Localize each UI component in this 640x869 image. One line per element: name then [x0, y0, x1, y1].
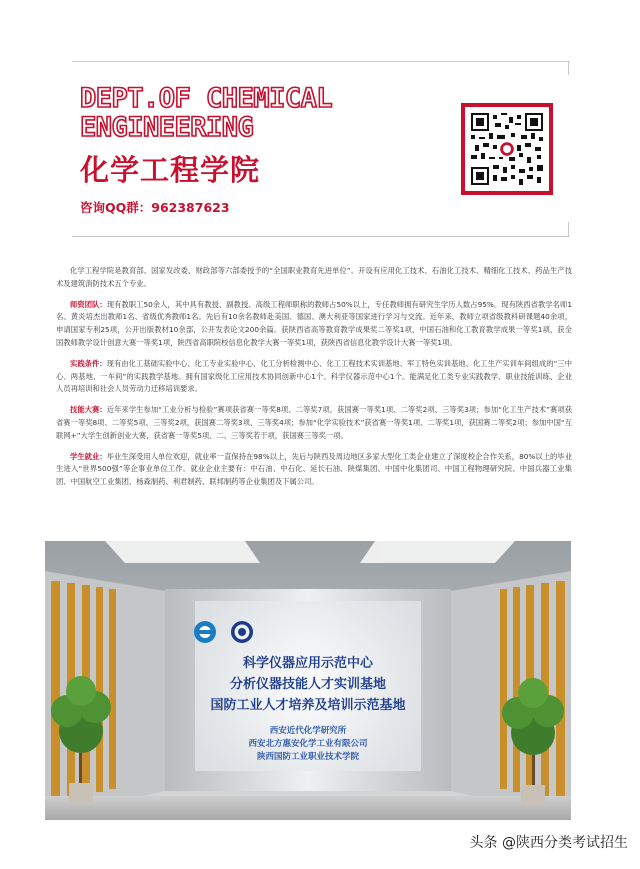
- section-faculty: [56, 299, 572, 350]
- body-text: [56, 265, 572, 497]
- section-text: 现有教职工50余人，其中具有教授、副教授、高级工程师职称的教师占50%以上，专任教师拥有研究生学历人数占95%。现有陕西省教学名师1名、黄炎培杰出教师1名、省级优秀教师1名。先后有10余名教师赴美国、德国、澳大利亚等国家进行学习与交流。近年来，教师立项省级教科研课题40余项，申请国家专利25项，公开出版教材10余部，公开发表论文200余篇。获陕西省高等教育教学成果奖二等奖1项，中国石油和化工教育教学成果一等奖1项，获全国教师教学设计创意大赛一等奖1项，陕西省高职院校信息化教学大赛一等奖1项，获陕西省信息化教学设计大赛一等奖1项。: [56, 299, 572, 347]
- section-text: 近年来学生参加“工业分析与检验”赛项获省赛一等奖8项、二等奖7项，获国赛一等奖1项、二等奖2项、三等奖3项；参加“化工生产技术”赛项获省赛一等奖8项、二等奖5项、三等奖2项，获国赛二等奖3项、三等奖4项；参加“化学实验技术”获省赛一等奖1项、二等奖1项，获国赛二等奖2项；参加中国“互联网+”大学生创新创业大赛，获省赛一等奖5项、二、三等奖若干项，获国赛三等奖一项。: [56, 405, 572, 440]
- plaque-line-3: 陕西国防工业职业技术学院: [256, 752, 359, 762]
- section-text: 毕业生深受用人单位欢迎，就业率一直保持在98%以上，先后与陕西及周边地区多家大型化工类企业建立了深度校企合作关系，80%以上的毕业生进入“世界500强”等企事业单位工作。就业企业主要有：中石油、中石化、延长石油、陕煤集团、中国中化集团司、中国工程物理研究院、中国兵器工业集团、中国航空工业集团、杨森制药、利君制药、联邦制药等企业集团及下属公司。: [56, 451, 573, 487]
- qr-code[interactable]: [461, 103, 553, 195]
- qq-group-contact: 咨询QQ群：962387623: [80, 200, 230, 215]
- wall-line-2: 分析仪器技能人才实训基地: [229, 677, 386, 692]
- institute-logo-icon: [194, 621, 216, 643]
- plaque-line-2: 西安北方惠安化学工业有限公司: [248, 739, 368, 749]
- section-practice: [56, 358, 572, 396]
- section-text: 现有由化工基础实验中心、化工专业实验中心、化工分析检测中心、化工工程技术实训基地、军工特色实训基地、化工生产实训车间组成的“三中心、两基地、一车间”的实践教学基地。拥有国家级化工应用技术协同创新中心1个、科学仪器示范中心1个。能满足化工类专业实践教学、职业技能训练、企业人员再培训和社会人员劳动力迁移培训要求。: [56, 358, 573, 394]
- section-label: 学生就业：: [70, 451, 107, 461]
- plaque-line-1: 西安近代化学研究所: [269, 726, 347, 736]
- page-title: 化学工程学院: [80, 153, 261, 187]
- wall-signage: [45, 653, 571, 716]
- wall-line-3: 国防工业人才培养及培训示范基地: [210, 698, 406, 713]
- english-title: [80, 84, 332, 142]
- lab-lobby-photo: [45, 541, 571, 820]
- college-emblem-icon: [231, 621, 253, 643]
- section-label: 实践条件：: [70, 358, 107, 368]
- header-frame-bottom: [72, 236, 570, 237]
- source-watermark: 头条 @陕西分类考试招生: [469, 835, 628, 851]
- partner-plaque: [45, 725, 571, 764]
- section-employment: [56, 451, 572, 489]
- english-title-line2: ENGINEERING: [80, 112, 254, 143]
- qr-code-icon: [471, 113, 543, 185]
- header-frame-tick: [568, 61, 569, 75]
- header-frame-top: [72, 61, 570, 62]
- section-competition: [56, 404, 572, 442]
- english-title-line1: DEPT.OF CHEMICAL: [80, 83, 333, 114]
- header-frame-tick-bottom: [568, 222, 569, 236]
- section-label: 师资团队：: [70, 299, 107, 309]
- intro-paragraph: 化学工程学院是教育部、国家发改委、财政部等六部委授予的“全国职业教育先进单位”。开设有应用化工技术、石油化工技术、精细化工技术、药品生产技术及建筑消防技术五个专业。: [56, 266, 572, 288]
- wall-line-1: 科学仪器应用示范中心: [242, 656, 373, 671]
- section-label: 技能大赛：: [70, 405, 107, 415]
